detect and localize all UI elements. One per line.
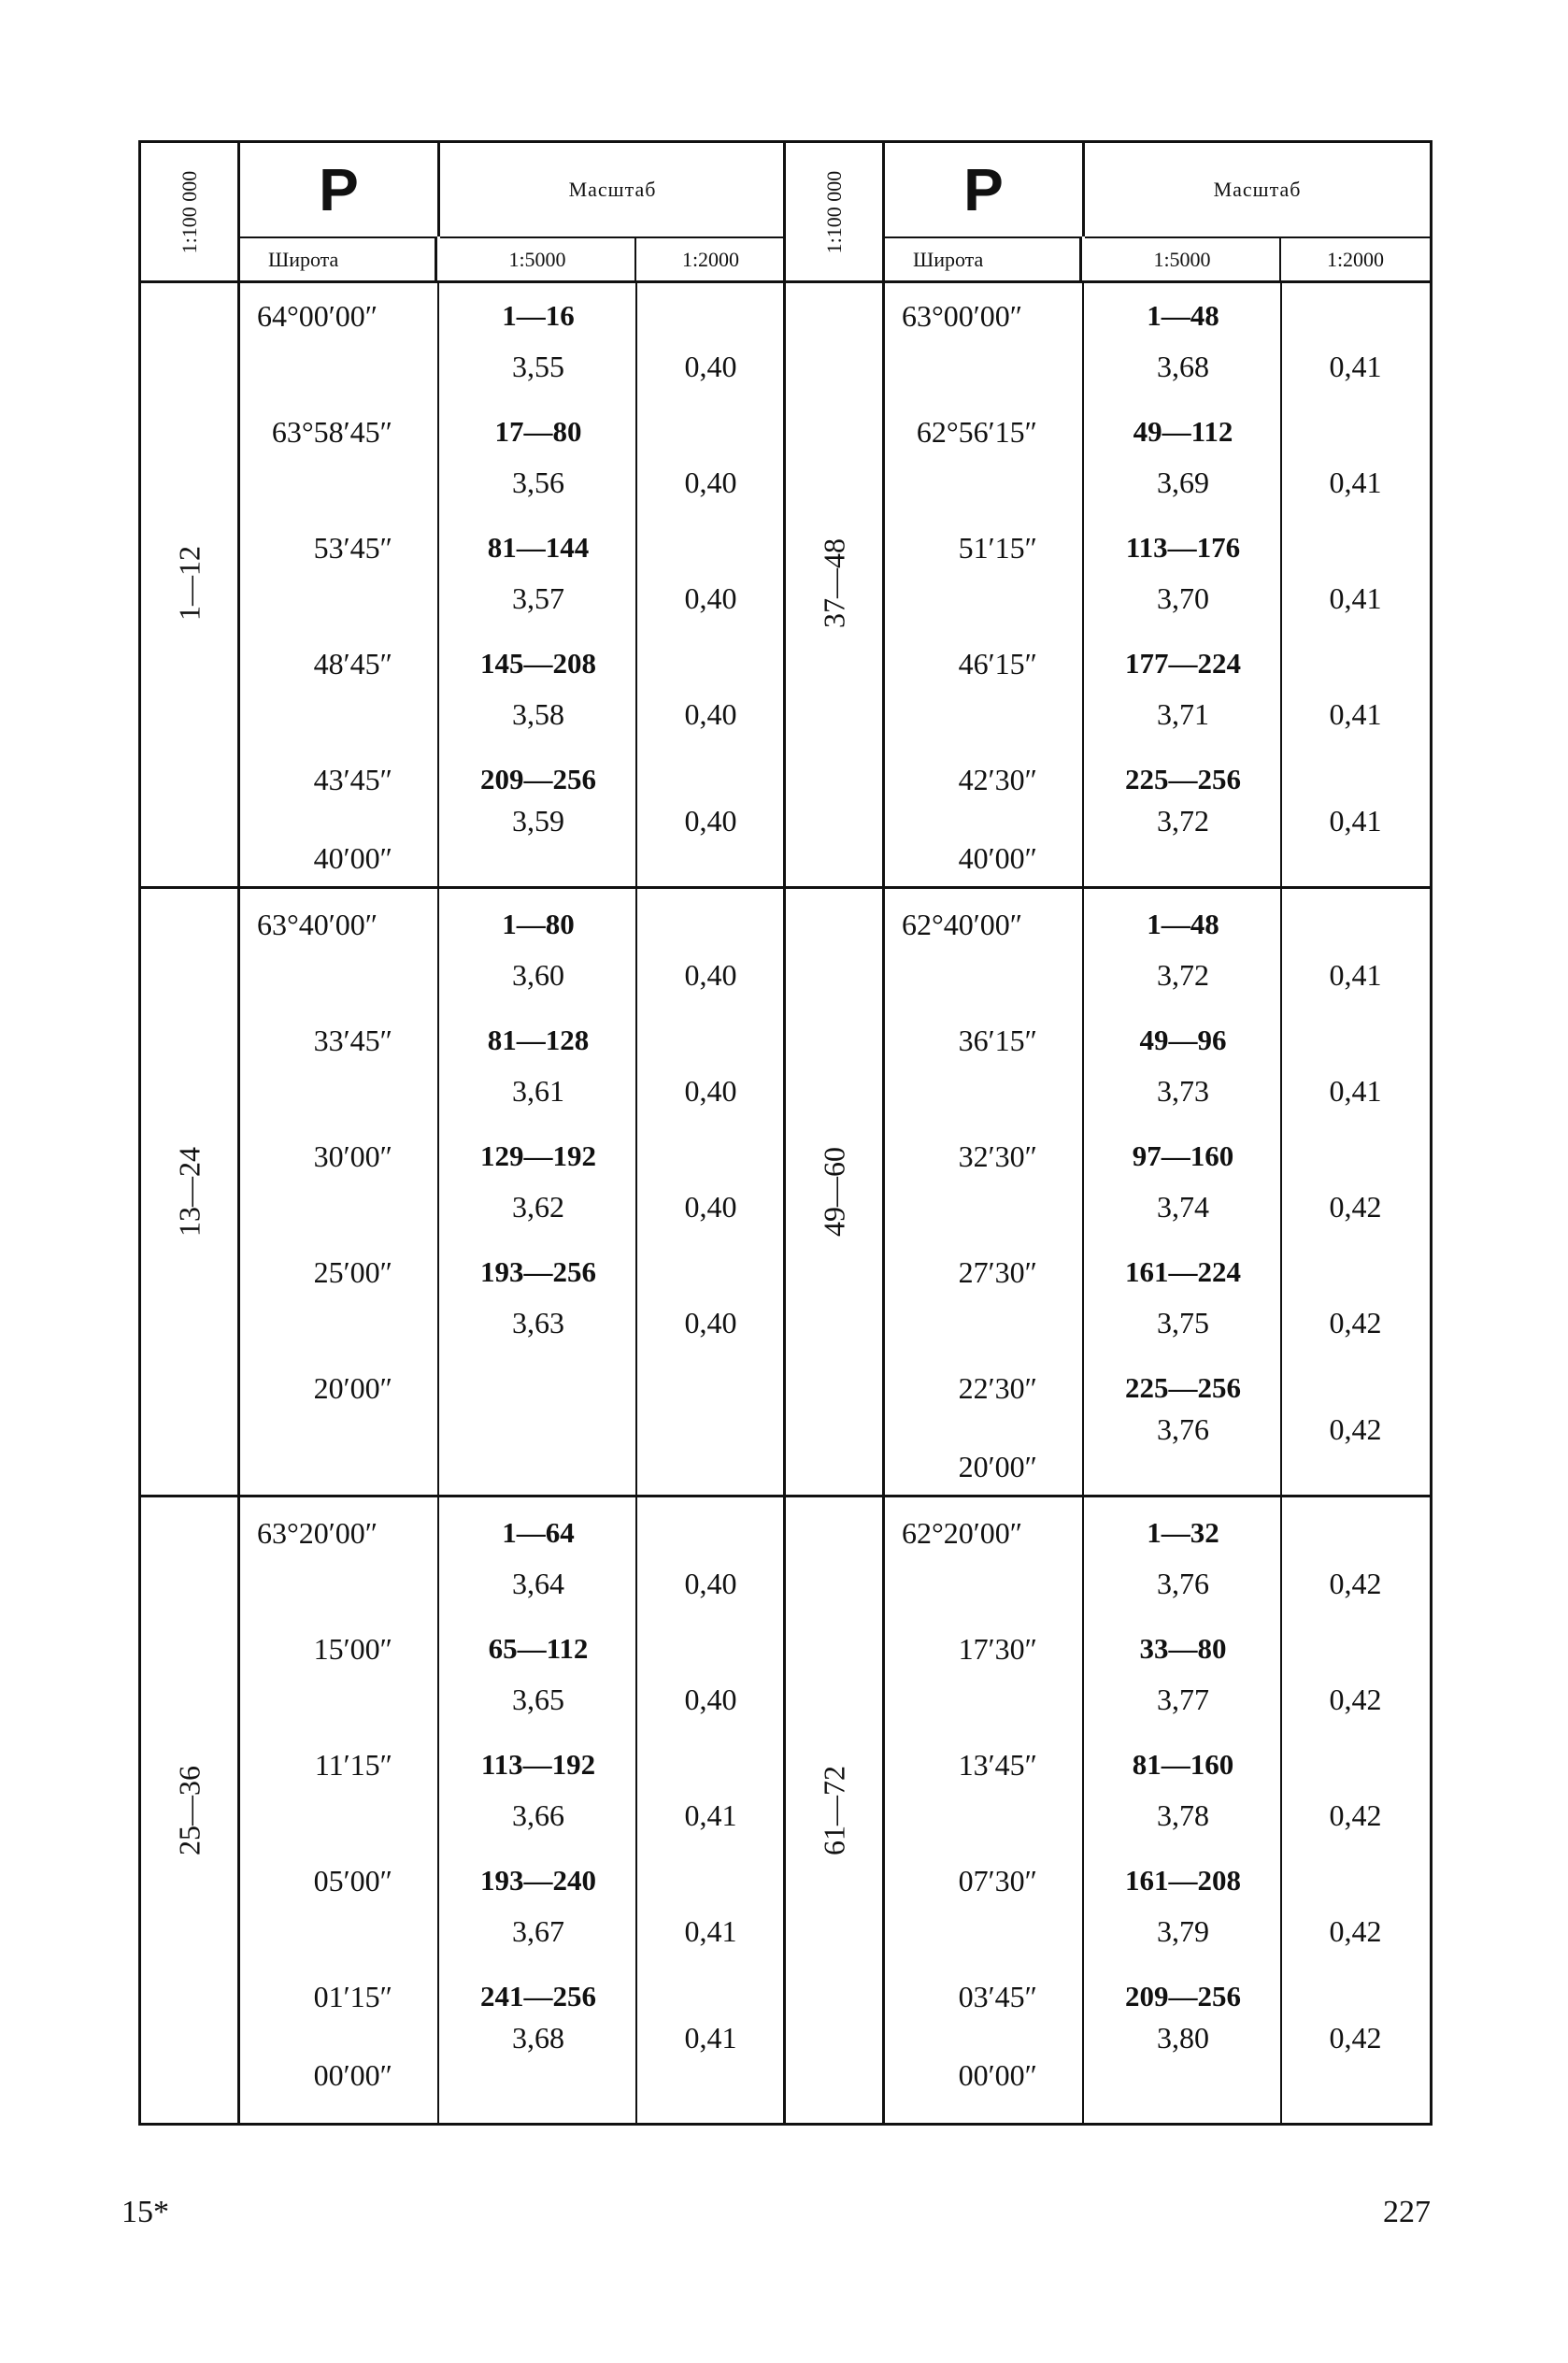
latitude-value: 51′15″: [958, 531, 1037, 565]
value-2000: 0,40: [684, 350, 737, 383]
value-2000: 0,41: [684, 1798, 737, 1832]
value-5000: 3,67: [512, 1914, 564, 1948]
sheet-number-range: 49—96: [1139, 1024, 1227, 1056]
latitude-value: 40′00″: [313, 841, 392, 875]
latitude-value: 11′15″: [314, 1748, 392, 1782]
sheet-group: [141, 1497, 785, 2123]
sheet-number-range: 225—256: [1125, 1371, 1241, 1404]
latitude-value: 15′00″: [313, 1632, 392, 1666]
value-5000: 3,71: [1157, 697, 1209, 731]
scale-2000-header: 1:2000: [636, 236, 785, 280]
value-5000: 3,66: [512, 1798, 564, 1832]
value-2000: 0,40: [684, 581, 737, 615]
latitude-value: 07′30″: [958, 1864, 1037, 1898]
value-2000: 0,41: [1329, 1074, 1382, 1108]
value-5000: 3,60: [512, 958, 564, 992]
sheet-number-range: 81—128: [487, 1024, 590, 1056]
zone-letter: P: [319, 156, 359, 223]
latitude-value: 53′45″: [313, 531, 392, 565]
value-5000: 3,68: [512, 2021, 564, 2055]
value-2000: 0,40: [684, 804, 737, 838]
latitude-value: 62°40′00″: [902, 908, 1023, 941]
value-5000: 3,56: [512, 465, 564, 499]
table-right: [783, 140, 1433, 2126]
value-5000: 3,76: [1157, 1567, 1209, 1600]
value-2000: 0,41: [684, 2021, 737, 2055]
value-5000: 3,76: [1157, 1412, 1209, 1446]
value-5000: 3,61: [512, 1074, 564, 1108]
sheet-group: [141, 280, 785, 889]
value-5000: 3,69: [1157, 465, 1209, 499]
latitude-value: 40′00″: [958, 841, 1037, 875]
latitude-header: Широта: [885, 236, 1082, 280]
latitude-value: 13′45″: [958, 1748, 1037, 1782]
value-5000: 3,59: [512, 804, 564, 838]
sheet-group: [786, 280, 1430, 889]
value-5000: 3,78: [1157, 1798, 1209, 1832]
value-2000: 0,40: [684, 1567, 737, 1600]
sheet-range-label: 49—60: [817, 1147, 850, 1237]
sheet-number-range: 225—256: [1125, 763, 1241, 795]
sheet-number-range: 49—112: [1133, 415, 1233, 448]
value-5000: 3,57: [512, 581, 564, 615]
header-scale-label: 1:100 000: [177, 170, 201, 253]
value-5000: 3,55: [512, 350, 564, 383]
value-5000: 3,80: [1157, 2021, 1209, 2055]
latitude-value: 63°00′00″: [902, 299, 1023, 333]
latitude-value: 36′15″: [958, 1024, 1037, 1057]
value-2000: 0,42: [1329, 1914, 1382, 1948]
sheet-number-range: 209—256: [480, 763, 596, 795]
header-scale-cell: [141, 143, 240, 280]
value-2000: 0,41: [1329, 465, 1382, 499]
sheet-number-range: 129—192: [480, 1139, 596, 1172]
value-5000: 3,58: [512, 697, 564, 731]
value-2000: 0,40: [684, 697, 737, 731]
latitude-value: 32′30″: [958, 1139, 1037, 1173]
value-2000: 0,42: [1329, 1798, 1382, 1832]
latitude-value: 63°20′00″: [257, 1516, 378, 1550]
latitude-value: 30′00″: [313, 1139, 392, 1173]
masshtab-header: Масштаб: [1213, 178, 1302, 201]
value-2000: 0,41: [1329, 350, 1382, 383]
latitude-value: 00′00″: [313, 2058, 392, 2092]
value-5000: 3,73: [1157, 1074, 1209, 1108]
scale-2000-header: 1:2000: [1281, 236, 1430, 280]
value-5000: 3,65: [512, 1683, 564, 1716]
value-2000: 0,41: [1329, 804, 1382, 838]
latitude-value: 43′45″: [313, 763, 392, 796]
sheet-range-label: 61—72: [817, 1765, 850, 1855]
value-2000: 0,40: [684, 1190, 737, 1224]
sheet-number-range: 1—80: [502, 908, 575, 940]
sheet-number-range: 193—256: [480, 1255, 596, 1288]
value-2000: 0,42: [1329, 1190, 1382, 1224]
sheet-number-range: 161—224: [1125, 1255, 1241, 1288]
value-5000: 3,70: [1157, 581, 1209, 615]
value-2000: 0,42: [1329, 1567, 1382, 1600]
latitude-value: 20′00″: [313, 1371, 392, 1405]
sheet-range-label: 37—48: [817, 538, 850, 628]
table-left: [138, 140, 788, 2126]
value-5000: 3,79: [1157, 1914, 1209, 1948]
table-header: [141, 143, 785, 283]
value-2000: 0,41: [1329, 581, 1382, 615]
value-2000: 0,42: [1329, 2021, 1382, 2055]
page-number: 227: [1383, 2195, 1431, 2229]
latitude-value: 33′45″: [313, 1024, 392, 1057]
sheet-number-range: 1—48: [1147, 299, 1219, 332]
value-5000: 3,63: [512, 1306, 564, 1339]
value-2000: 0,41: [1329, 958, 1382, 992]
sheet-range-label: 25—36: [172, 1765, 206, 1855]
value-2000: 0,40: [684, 1683, 737, 1716]
sheet-number-range: 209—256: [1125, 1980, 1241, 2012]
value-2000: 0,40: [684, 1306, 737, 1339]
value-5000: 3,72: [1157, 804, 1209, 838]
sheet-number-range: 1—48: [1147, 908, 1219, 940]
latitude-value: 05′00″: [313, 1864, 392, 1898]
value-5000: 3,62: [512, 1190, 564, 1224]
value-2000: 0,41: [684, 1914, 737, 1948]
latitude-value: 62°20′00″: [902, 1516, 1023, 1550]
scale-5000-header: 1:5000: [1085, 236, 1281, 280]
latitude-value: 00′00″: [958, 2058, 1037, 2092]
value-2000: 0,40: [684, 1074, 737, 1108]
sheet-range-label: 1—12: [172, 546, 206, 621]
sheet-group: [141, 889, 785, 1497]
latitude-value: 48′45″: [313, 647, 392, 680]
header-scale-cell: [786, 143, 885, 280]
sheet-number-range: 113—176: [1125, 531, 1241, 564]
latitude-value: 25′00″: [313, 1255, 392, 1289]
footer-signature-mark: 15*: [121, 2195, 169, 2229]
latitude-value: 62°56′15″: [916, 415, 1037, 449]
value-5000: 3,64: [512, 1567, 564, 1600]
sheet-number-range: 241—256: [480, 1980, 596, 2012]
latitude-value: 22′30″: [958, 1371, 1037, 1405]
sheet-group: [786, 889, 1430, 1497]
latitude-value: 27′30″: [958, 1255, 1037, 1289]
latitude-value: 03′45″: [958, 1980, 1037, 2013]
sheet-number-range: 1—16: [502, 299, 575, 332]
value-2000: 0,42: [1329, 1412, 1382, 1446]
sheet-number-range: 17—80: [494, 415, 582, 448]
latitude-value: 63°58′45″: [271, 415, 392, 449]
latitude-value: 46′15″: [958, 647, 1037, 680]
value-5000: 3,77: [1157, 1683, 1209, 1716]
header-scale-label: 1:100 000: [821, 170, 846, 253]
value-2000: 0,42: [1329, 1683, 1382, 1716]
latitude-value: 01′15″: [313, 1980, 392, 2013]
sheet-number-range: 1—64: [502, 1516, 575, 1549]
value-2000: 0,42: [1329, 1306, 1382, 1339]
latitude-value: 17′30″: [958, 1632, 1037, 1666]
sheet-number-range: 1—32: [1147, 1516, 1219, 1549]
sheet-number-range: 33—80: [1139, 1632, 1227, 1665]
value-5000: 3,74: [1157, 1190, 1209, 1224]
value-5000: 3,75: [1157, 1306, 1209, 1339]
value-5000: 3,68: [1157, 350, 1209, 383]
latitude-value: 20′00″: [958, 1450, 1037, 1483]
latitude-value: 64°00′00″: [257, 299, 378, 333]
sheet-number-range: 145—208: [480, 647, 596, 680]
sheet-number-range: 81—160: [1132, 1748, 1234, 1781]
value-2000: 0,40: [684, 958, 737, 992]
latitude-value: 42′30″: [958, 763, 1037, 796]
value-2000: 0,41: [1329, 697, 1382, 731]
sheet-range-label: 13—24: [172, 1147, 206, 1237]
masshtab-header: Масштаб: [568, 178, 657, 201]
sheet-number-range: 161—208: [1125, 1864, 1241, 1897]
value-2000: 0,40: [684, 465, 737, 499]
value-5000: 3,72: [1157, 958, 1209, 992]
sheet-number-range: 65—112: [488, 1632, 589, 1665]
scale-5000-header: 1:5000: [440, 236, 636, 280]
sheet-group: [786, 1497, 1430, 2123]
sheet-number-range: 113—192: [480, 1748, 596, 1781]
sheet-number-range: 193—240: [480, 1864, 596, 1897]
sheet-number-range: 81—144: [487, 531, 590, 564]
sheet-number-range: 177—224: [1125, 647, 1241, 680]
latitude-header: Широта: [240, 236, 437, 280]
latitude-value: 63°40′00″: [257, 908, 378, 941]
table-header: [786, 143, 1430, 283]
zone-letter: P: [963, 156, 1004, 223]
sheet-number-range: 97—160: [1132, 1139, 1234, 1172]
